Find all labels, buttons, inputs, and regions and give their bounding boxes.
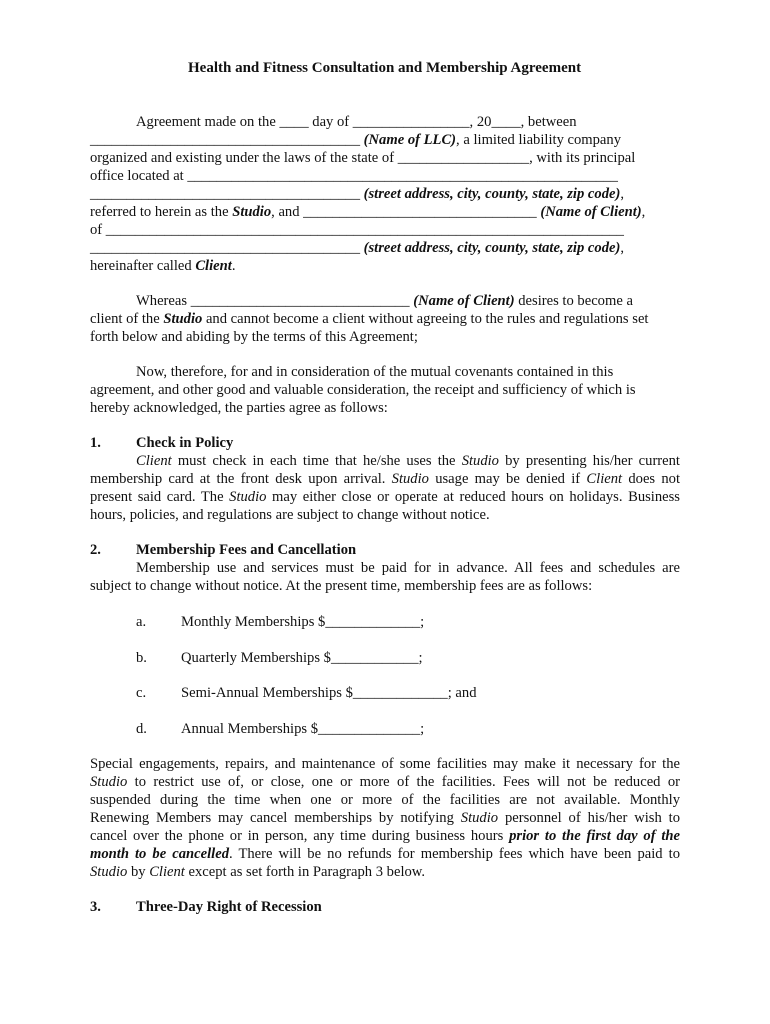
fee-letter-b: b. xyxy=(136,650,147,666)
section-2-para-line-5 xyxy=(90,827,680,845)
intro-line-6 xyxy=(90,203,645,221)
section-2-para-line-7 xyxy=(90,863,425,881)
text: Renewing Members may cancel memberships by notifying xyxy=(90,810,461,826)
section-2-para-line-6 xyxy=(90,845,680,863)
client-name-label: (Name of Client) xyxy=(413,293,515,309)
text: by xyxy=(127,864,150,880)
text: , a limited liability company xyxy=(456,132,622,148)
whereas-line-3: forth below and abiding by the terms of this Agreement; xyxy=(90,329,418,345)
intro-line-1: Agreement made on the ____ day of ________________, 20____, between xyxy=(136,114,577,130)
section-2-line-2: subject to change without notice. At the present time, membership fees are as follows: xyxy=(90,578,593,594)
text: may either close or operate at reduced hours on holidays. Business xyxy=(266,489,680,505)
text: Whereas ______________________________ xyxy=(136,293,414,309)
studio-term: Studio xyxy=(391,471,429,487)
client-term: Client xyxy=(136,453,172,469)
intro-line-4: office located at ___________________________________________________________ xyxy=(90,168,618,184)
text: . xyxy=(231,258,236,274)
intro-line-8 xyxy=(90,239,624,257)
intro-line-7: of _______________________________________________________________________ xyxy=(90,222,624,238)
whereas-line-2 xyxy=(90,310,648,328)
studio-term: Studio xyxy=(461,453,499,469)
text: except as set forth in Paragraph 3 below. xyxy=(184,864,426,880)
intro-line-5 xyxy=(90,185,624,203)
whereas-line-1 xyxy=(136,292,633,310)
client-term: Client xyxy=(195,258,232,274)
fee-semi-annual: Semi-Annual Memberships $_____________; and xyxy=(181,685,477,701)
studio-term: Studio xyxy=(90,864,128,880)
section-1-line-4: hours, policies, and regulations are subject to change without notice. xyxy=(90,507,490,523)
now-line-1: Now, therefore, for and in consideration of the mutual covenants contained in this xyxy=(136,364,614,380)
blank: _____________________________________ xyxy=(90,186,364,202)
now-line-3: hereby acknowledged, the parties agree as follows: xyxy=(90,400,388,416)
studio-term: Studio xyxy=(460,810,499,826)
studio-term: Studio xyxy=(90,774,128,790)
address-label: (street address, city, county, state, zip code) xyxy=(363,240,621,256)
text: personnel of his/her wish to xyxy=(498,810,680,826)
fee-letter-d: d. xyxy=(136,721,147,737)
text: must check in each time that he/she uses the xyxy=(171,453,462,469)
text: , and ________________________________ xyxy=(271,204,541,220)
section-2-para-line-1: Special engagements, repairs, and maintenance of some facilities may make it necessary for the xyxy=(90,756,680,772)
client-term: Client xyxy=(149,864,185,880)
text: , xyxy=(620,240,624,256)
document-title: Health and Fitness Consultation and Membership Agreement xyxy=(188,60,582,76)
section-3-heading: Three-Day Right of Recession xyxy=(136,899,322,915)
section-1-heading: Check in Policy xyxy=(136,435,234,451)
fee-monthly: Monthly Memberships $_____________; xyxy=(181,614,425,630)
section-1-line-1 xyxy=(136,452,680,470)
text: membership card at the front desk upon arrival. xyxy=(90,471,392,487)
text: by presenting his/her current xyxy=(498,453,680,469)
client-name-label: (Name of Client) xyxy=(540,204,642,220)
blank: _____________________________________ xyxy=(90,132,364,148)
section-1-number: 1. xyxy=(90,435,101,451)
studio-term: Studio xyxy=(163,311,203,327)
fee-annual: Annual Memberships $______________; xyxy=(181,721,425,737)
section-2-heading: Membership Fees and Cancellation xyxy=(136,542,357,558)
text: , xyxy=(641,204,646,220)
studio-term: Studio xyxy=(229,489,267,505)
section-2-para-line-4 xyxy=(90,809,680,827)
emphasis: prior to the first day of the xyxy=(509,828,680,844)
section-1-line-2 xyxy=(90,470,680,488)
emphasis: month to be cancelled xyxy=(90,846,229,862)
section-2-para-line-2 xyxy=(90,773,680,791)
text: desires to become a xyxy=(514,293,633,309)
text: cancel over the phone or in person, any time during business hours xyxy=(90,828,510,844)
text: , xyxy=(620,186,624,202)
fee-quarterly: Quarterly Memberships $____________; xyxy=(181,650,423,666)
text: to restrict use of, or close, one or more of the facilities. Fees will not be reduced or xyxy=(127,774,680,790)
fee-letter-a: a. xyxy=(136,614,147,630)
text: usage may be denied if xyxy=(428,471,587,487)
section-2-line-1: Membership use and services must be paid for in advance. All fees and schedules are xyxy=(136,560,680,576)
llc-label: (Name of LLC) xyxy=(363,132,457,148)
now-line-2: agreement, and other good and valuable consideration, the receipt and sufficiency of which is xyxy=(90,382,636,398)
text: does not xyxy=(622,471,680,487)
text: client of the xyxy=(90,311,164,327)
text: . There will be no refunds for membership fees which have been paid to xyxy=(229,846,680,862)
intro-line-3: organized and existing under the laws of the state of __________________, with its principal xyxy=(90,150,636,166)
client-term: Client xyxy=(586,471,623,487)
section-2-para-line-3: suspended during the time when one or more of the facilities are not available. Monthly xyxy=(90,792,680,808)
address-label: (street address, city, county, state, zip code) xyxy=(363,186,621,202)
text: present said card. The xyxy=(90,489,230,505)
fee-letter-c: c. xyxy=(136,685,147,701)
intro-line-2 xyxy=(90,131,621,149)
blank: _____________________________________ xyxy=(90,240,364,256)
section-1-line-3 xyxy=(90,488,680,506)
section-2-number: 2. xyxy=(90,542,101,558)
text: and cannot become a client without agreeing to the rules and regulations set xyxy=(202,311,649,327)
intro-line-9 xyxy=(90,257,235,275)
text: referred to herein as the xyxy=(90,204,233,220)
studio-term: Studio xyxy=(232,204,272,220)
section-3-number: 3. xyxy=(90,899,101,915)
text: hereinafter called xyxy=(90,258,196,274)
